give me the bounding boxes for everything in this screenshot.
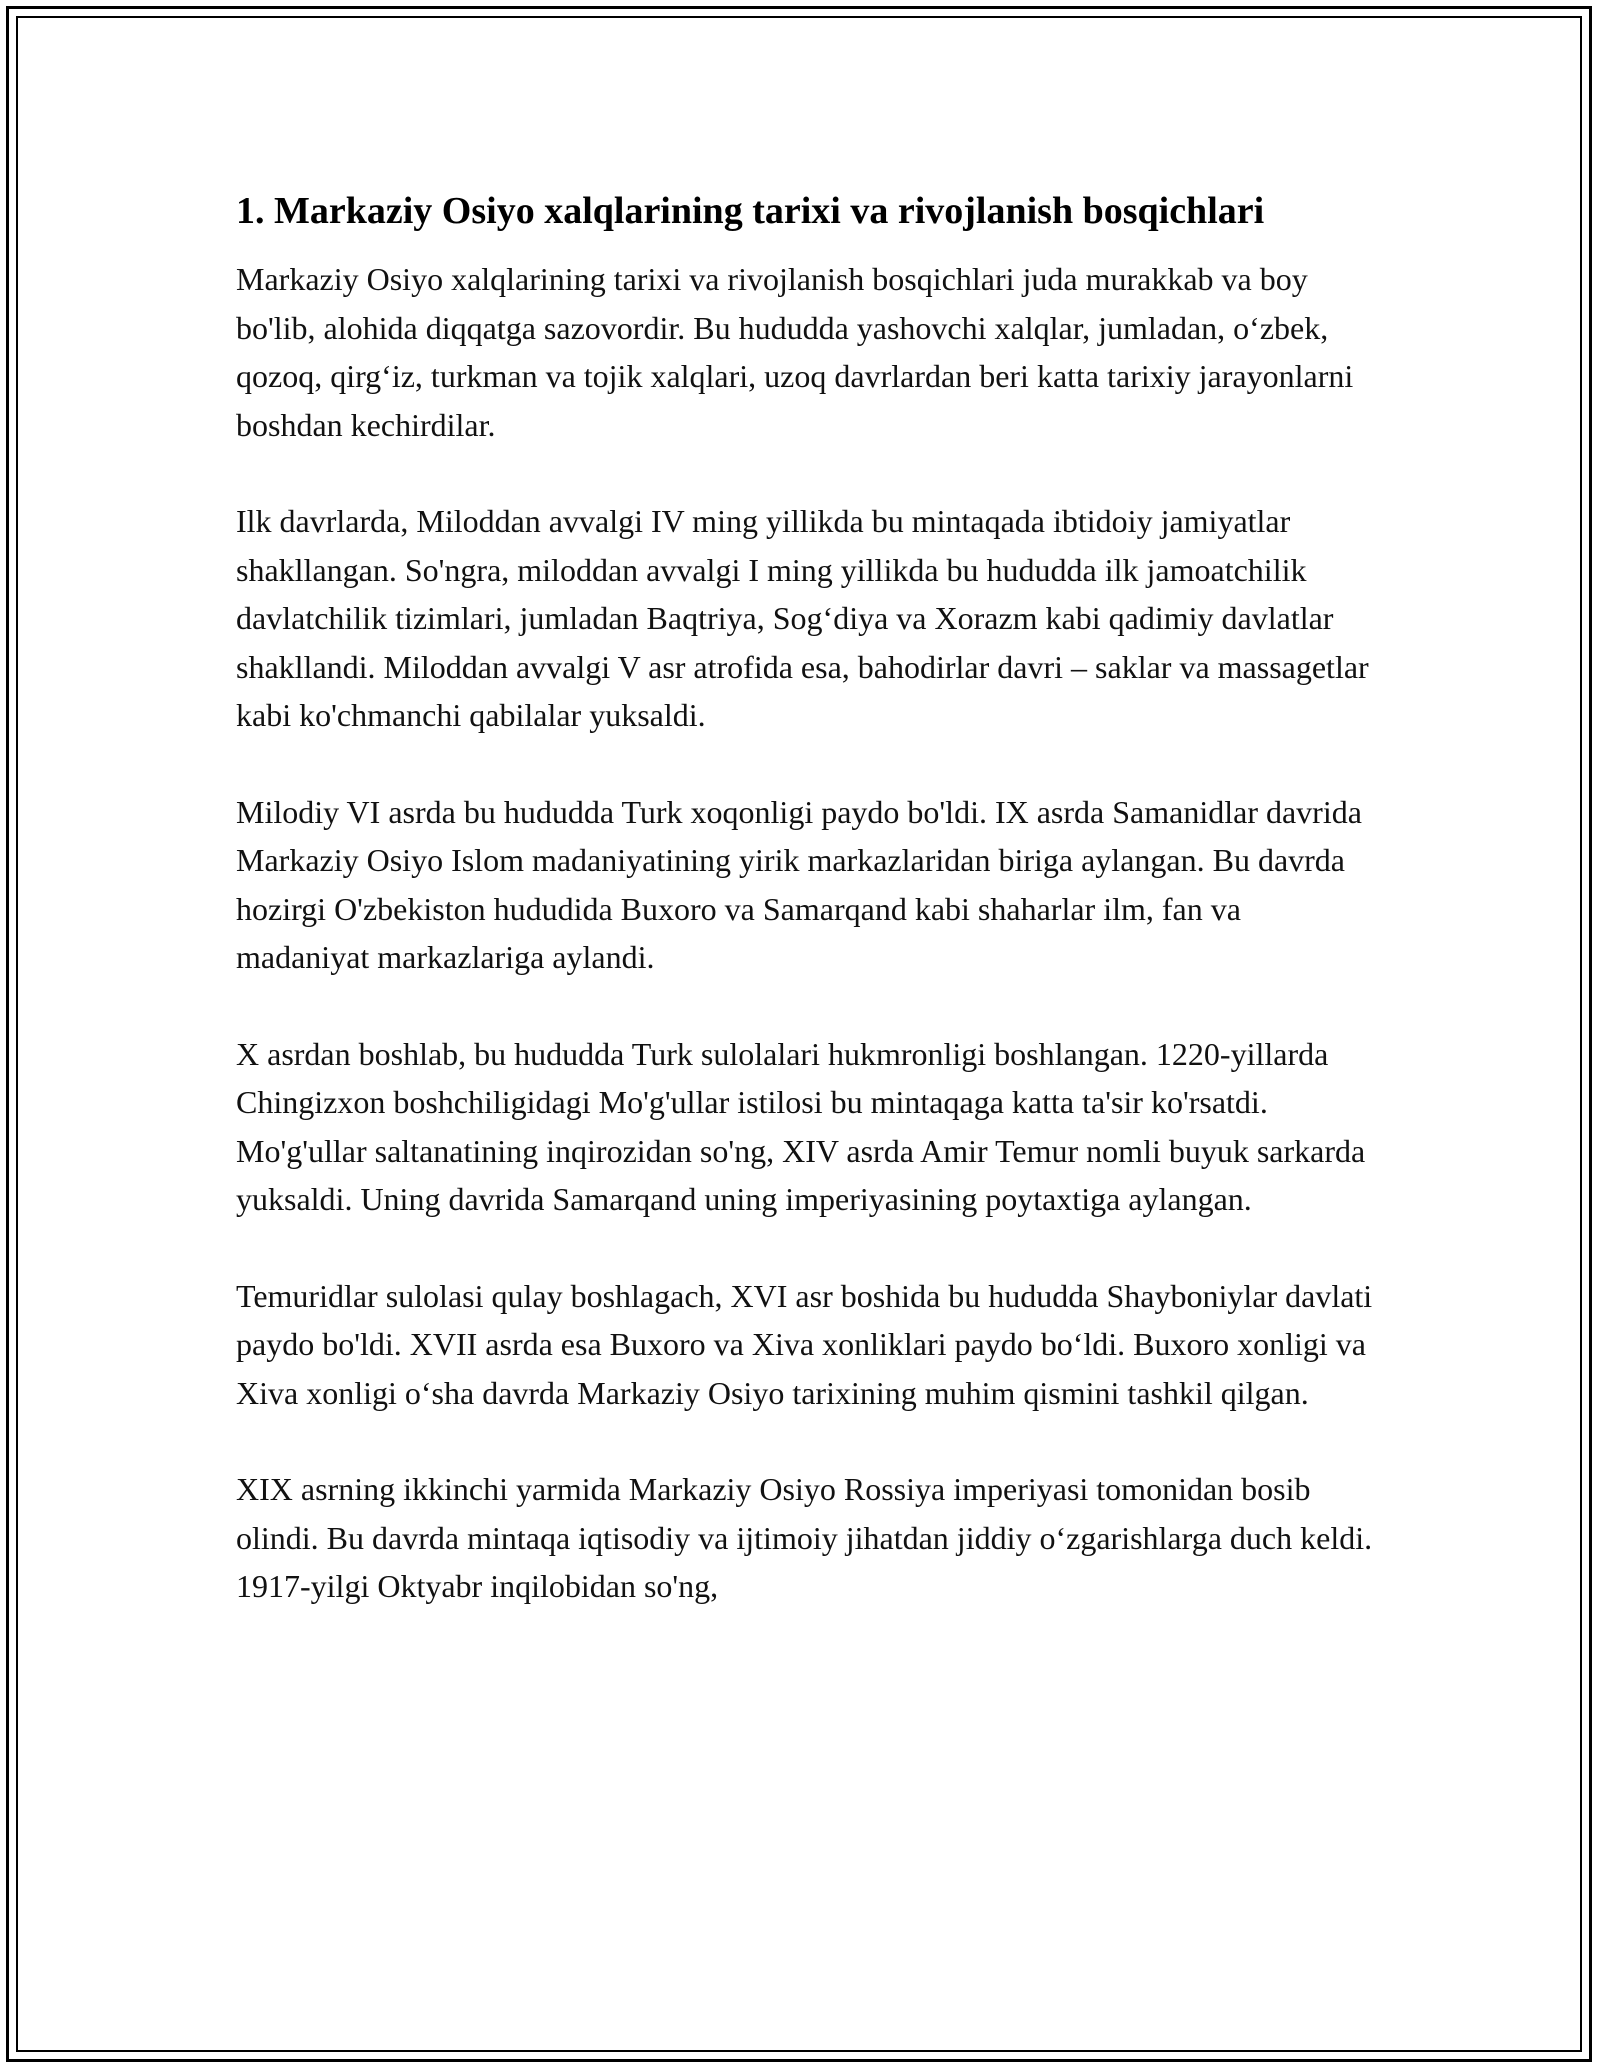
- paragraph-khanates: Temuridlar sulolasi qulay boshlagach, XVI asr boshida bu hududda Shayboniylar davlati paydo bo'ldi. XVII asrda esa Buxoro va Xiva xonliklari paydo bo‘ldi. Buxoro xonligi va Xiva xonligi o‘sha davrda Markaziy Osiyo tarixining muhim qismini tashkil qilgan.: [236, 1277, 1373, 1411]
- paragraph-turk-khaganate: Milodiy VI asrda bu hududda Turk xoqonligi paydo bo'ldi. IX asrda Samanidlar davrida Markaziy Osiyo Islom madaniyatining yirik markazlaridan biriga aylangan. Bu davrda hozirgi O'zbekiston hududida Buxoro va Samarqand kabi shaharlar ilm, fan va madaniyat markazlariga aylandi.: [236, 793, 1362, 975]
- document-body: [236, 186, 1376, 1659]
- paragraph-mongol-timur: X asrdan boshlab, bu hududda Turk sulolalari hukmronligi boshlangan. 1220-yillarda Chingizxon boshchiligidagi Mo'g'ullar istilosi bu mintaqaga katta ta'sir ko'rsatdi. Mo'g'ullar saltanatining inqirozidan so'ng, XIV asrda Amir Temur nomli buyuk sarkarda yuksaldi. Uning davrida Samarqand uning imperiyasining poytaxtiga aylangan.: [236, 1035, 1366, 1217]
- paragraph-early-periods: Ilk davrlarda, Miloddan avvalgi IV ming yillikda bu mintaqada ibtidoiy jamiyatlar shakllangan. So'ngra, miloddan avvalgi I ming yillikda bu hududda ilk jamoatchilik davlatchilik tizimlari, jumladan Baqtriya, Sog‘diya va Xorazm kabi qadimiy davlatlar shakllandi. Miloddan avvalgi V asr atrofida esa, bahodirlar davri – saklar va massagetlar kabi ko'chmanchi qabilalar yuksaldi.: [236, 503, 1369, 733]
- paragraph-intro: Markaziy Osiyo xalqlarining tarixi va rivojlanish bosqichlari juda murakkab va boy bo'lib, alohida diqqatga sazovordir. Bu hududda yashovchi xalqlar, jumladan, o‘zbek, qozoq, qirg‘iz, turkman va tojik xalqlari, uzoq davrlardan beri katta tarixiy jarayonlarni boshdan kechirdilar.: [236, 261, 1354, 443]
- section-heading: 1. Markaziy Osiyo xalqlarining tarixi va rivojlanish bosqichlari: [236, 190, 1265, 232]
- paragraph-russian-empire: XIX asrning ikkinchi yarmida Markaziy Osiyo Rossiya imperiyasi tomonidan bosib olindi. Bu davrda mintaqa iqtisodiy va ijtimoiy jihatdan jiddiy o‘zgarishlarga duch keldi. 1917-yilgi Oktyabr inqilobidan so'ng,: [236, 1471, 1373, 1604]
